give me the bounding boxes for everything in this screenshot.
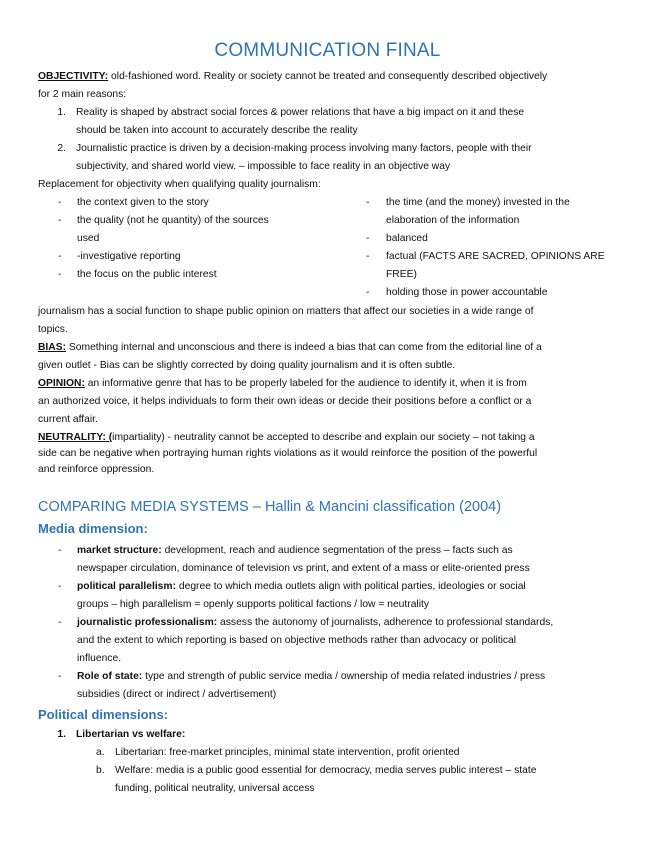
replacement-intro: Replacement for objectivity when qualifying quality journalism:	[38, 179, 321, 190]
journalism-social-function	[38, 303, 638, 339]
objectivity-term: OBJECTIVITY:	[38, 71, 109, 82]
opinion-paragraph	[38, 375, 638, 429]
libertarian-description: Libertarian: free-market principles, minimal state intervention, profit oriented	[115, 747, 460, 758]
bias-paragraph	[38, 339, 638, 375]
reason-2-line-2: subjectivity, and shared world view. – impossible to face reality in an objective way	[76, 161, 451, 172]
left-item-public-interest: the focus on the public interest	[77, 269, 217, 280]
comparing-media-heading: COMPARING MEDIA SYSTEMS – Hallin & Mancini classification (2004)	[38, 499, 502, 515]
opinion-line-3: current affair.	[38, 414, 98, 425]
right-item-time-line-1: the time (and the money) invested in the	[386, 197, 570, 208]
reason-1-line-1: Reality is shaped by abstract social forces & power relations that have a big impact on it and these	[76, 107, 525, 118]
political-dimensions-list	[0, 726, 655, 806]
list-dash: -	[58, 197, 62, 208]
journalism-line-1: journalism has a social function to shape public opinion on matters that affect our societies in a wide range of	[38, 306, 534, 317]
list-dash: -	[58, 581, 62, 592]
role-of-state-line-2: subsidies (direct or indirect / advertisement)	[77, 689, 277, 700]
objectivity-paragraph	[38, 68, 628, 104]
list-dash: -	[58, 251, 62, 262]
political-dimensions-heading: Political dimensions:	[38, 707, 169, 722]
list-dash: -	[58, 671, 62, 682]
objectivity-reasons-list	[0, 104, 655, 176]
journalistic-professionalism-term: journalistic professionalism:	[77, 617, 218, 628]
journalism-line-2: topics.	[38, 324, 68, 335]
right-criteria-list	[340, 194, 640, 304]
welfare-description-line-2: funding, political neutrality, universal access	[115, 783, 315, 794]
role-of-state-line-1: type and strength of public service media / ownership of media related industries / press	[142, 671, 546, 682]
list-dash: -	[58, 545, 62, 556]
list-dash: -	[58, 269, 62, 280]
bias-line-1: Something internal and unconscious and there is indeed a bias that can come from the editorial line of a	[66, 342, 542, 353]
neutrality-paragraph	[38, 430, 638, 478]
left-criteria-list	[0, 194, 340, 284]
objectivity-line-2: for 2 main reasons:	[38, 89, 127, 100]
list-dash: -	[58, 215, 62, 226]
bias-term: BIAS:	[38, 342, 67, 353]
list-dash: -	[366, 287, 370, 298]
welfare-description-line-1: Welfare: media is a public good essential for democracy, media serves public interest – state	[115, 765, 537, 776]
reason-2-line-1: Journalistic practice is driven by a decision-making process involving many factors, people with their	[76, 143, 532, 154]
journalistic-professionalism-line-1: assess the autonomy of journalists, adherence to professional standards,	[217, 617, 554, 628]
page-title: COMMUNICATION FINAL	[214, 40, 441, 61]
right-item-factual-line-1: factual (FACTS ARE SACRED, OPINIONS ARE	[386, 251, 605, 262]
opinion-line-2: an authorized voice, it helps individuals to form their own ideas or decide their positions before a conflict or a	[38, 396, 532, 407]
market-structure-term: market structure:	[77, 545, 162, 556]
journalistic-professionalism-line-2: and the extent to which reporting is based on objective methods rather than advocacy or political	[77, 635, 517, 646]
reason-1-number: 1.	[57, 107, 66, 118]
right-item-accountable: holding those in power accountable	[386, 287, 548, 298]
media-dimension-heading: Media dimension:	[38, 521, 148, 536]
list-dash: -	[366, 251, 370, 262]
sub-item-a-label: a.	[96, 747, 105, 758]
opinion-term: OPINION:	[38, 378, 85, 389]
left-item-quality-line-1: the quality (not he quantity) of the sources	[77, 215, 269, 226]
reason-1-line-2: should be taken into account to accurately describe the reality	[76, 125, 358, 136]
neutrality-term: NEUTRALITY: (	[38, 432, 113, 443]
opinion-line-1: an informative genre that has to be properly labeled for the audience to identify it, when it is from	[84, 378, 527, 389]
list-dash: -	[366, 233, 370, 244]
political-parallelism-term: political parallelism:	[77, 581, 176, 592]
right-item-factual-line-2: FREE)	[386, 269, 417, 280]
political-item-1-number: 1.	[57, 729, 66, 740]
left-item-investigative: -investigative reporting	[77, 251, 181, 262]
media-dimension-list	[0, 542, 655, 704]
libertarian-vs-welfare: Libertarian vs welfare:	[76, 729, 186, 740]
sub-item-b-label: b.	[96, 765, 105, 776]
neutrality-line-3: and reinforce oppression.	[38, 464, 155, 475]
list-dash: -	[58, 617, 62, 628]
list-dash: -	[366, 197, 370, 208]
objectivity-line-1: old-fashioned word. Reality or society cannot be treated and consequently described objectively	[108, 71, 548, 82]
market-structure-line-2: newspaper circulation, dominance of television vs print, and extent of a mass or elite-oriented press	[77, 563, 530, 574]
left-item-quality-line-2: used	[77, 233, 100, 244]
right-item-time-line-2: elaboration of the information	[386, 215, 520, 226]
market-structure-line-1: development, reach and audience segmentation of the press – facts such as	[161, 545, 513, 556]
political-parallelism-line-1: degree to which media outlets align with political parties, ideologies or social	[176, 581, 526, 592]
right-item-balanced: balanced	[386, 233, 428, 244]
journalistic-professionalism-line-3: influence.	[77, 653, 122, 664]
role-of-state-term: Role of state:	[77, 671, 143, 682]
neutrality-line-2: side can be negative when portraying human rights violations as it would reinforce the position of the powerful	[38, 448, 538, 459]
political-parallelism-line-2: groups – high parallelism = openly supports political factions / low = neutrality	[77, 599, 429, 610]
neutrality-line-1: impartiality) - neutrality cannot be accepted to describe and explain our society – not taking a	[112, 432, 535, 443]
reason-2-number: 2.	[57, 143, 66, 154]
left-item-context: the context given to the story	[77, 197, 209, 208]
bias-line-2: given outlet - Bias can be slightly corrected by doing quality journalism and it is often subtle.	[38, 360, 456, 371]
